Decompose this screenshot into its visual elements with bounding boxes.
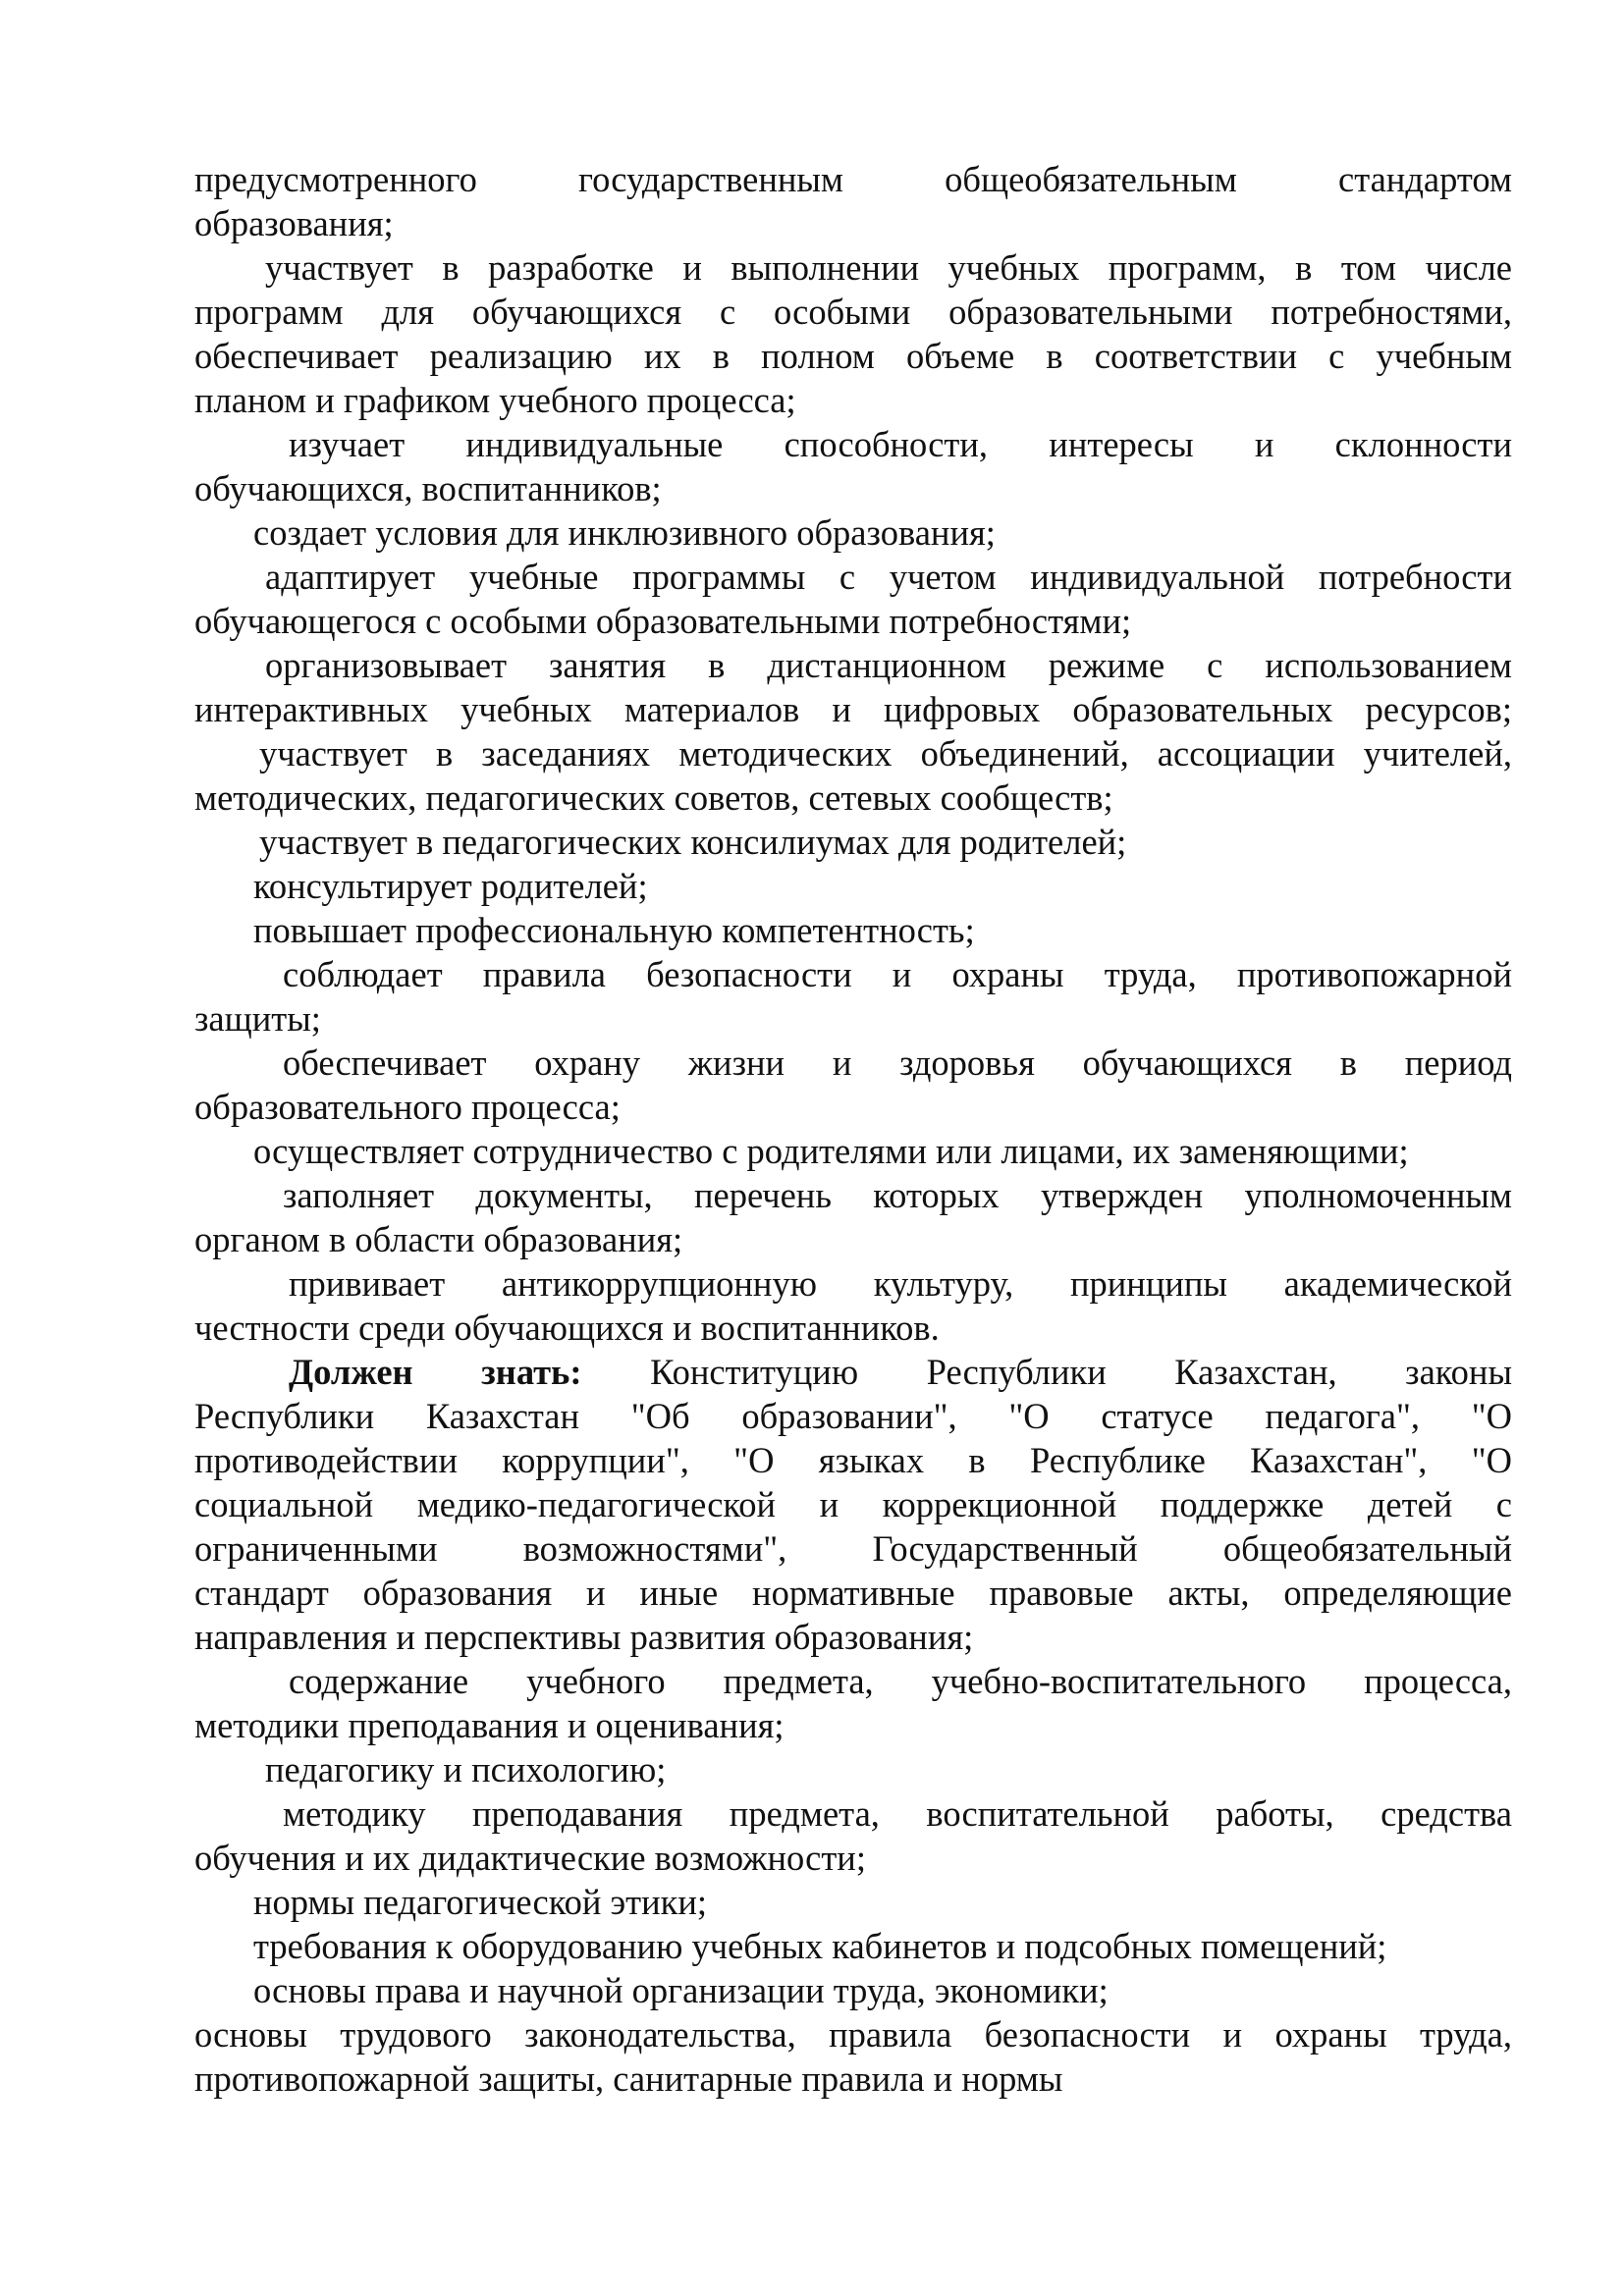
text-line: методики преподавания и оценивания; bbox=[194, 1705, 785, 1745]
paragraph-15 bbox=[194, 1261, 1512, 1350]
paragraph-5 bbox=[194, 555, 1512, 643]
text-line: обучающегося с особыми образовательными потребностями; bbox=[194, 601, 1132, 641]
text-line: направления и перспективы развития образования; bbox=[194, 1617, 974, 1657]
text-line: защиты; bbox=[194, 998, 321, 1039]
text-line: осуществляет сотрудничество с родителями или лицами, их заменяющими; bbox=[253, 1131, 1409, 1171]
paragraph-11 bbox=[194, 952, 1512, 1041]
paragraph-6 bbox=[194, 643, 1512, 731]
paragraph-13 bbox=[194, 1129, 1512, 1173]
text-line: органом в области образования; bbox=[194, 1219, 683, 1259]
paragraph-1 bbox=[194, 157, 1512, 245]
paragraph-19 bbox=[194, 1791, 1512, 1880]
text-line: интерактивных учебных материалов и цифровых образовательных ресурсов; bbox=[194, 689, 1512, 729]
should-know-heading: Должен знать: bbox=[289, 1352, 582, 1392]
text-line: требования к оборудованию учебных кабинетов и подсобных помещений; bbox=[253, 1926, 1387, 1966]
should-know-lead-rest: Конституцию Республики Казахстан, законы bbox=[650, 1352, 1512, 1392]
text-line: адаптирует учебные программы с учетом индивидуальной потребности bbox=[265, 557, 1512, 597]
text-line: участвует в разработке и выполнении учебных программ, в том числе bbox=[265, 247, 1512, 288]
text-line: обучения и их дидактические возможности; bbox=[194, 1838, 866, 1878]
paragraph-3 bbox=[194, 422, 1512, 510]
paragraph-12 bbox=[194, 1041, 1512, 1129]
paragraph-22 bbox=[194, 1968, 1512, 2012]
text-line: консультирует родителей; bbox=[253, 866, 648, 906]
text-line: ограниченными возможностями", Государственный общеобязательный bbox=[194, 1528, 1512, 1569]
paragraph-2 bbox=[194, 245, 1512, 422]
text-line: прививает антикоррупционную культуру, принципы академической bbox=[289, 1263, 1512, 1304]
paragraph-10 bbox=[194, 908, 1512, 952]
paragraph-17 bbox=[194, 1659, 1512, 1747]
paragraph-9 bbox=[194, 864, 1512, 908]
paragraph-21 bbox=[194, 1924, 1512, 1968]
paragraph-18 bbox=[194, 1747, 1512, 1791]
text-line: противопожарной защиты, санитарные правила и нормы bbox=[194, 2058, 1063, 2099]
text-line: стандарт образования и иные нормативные правовые акты, определяющие bbox=[194, 1573, 1512, 1613]
text-line: повышает профессиональную компетентность; bbox=[253, 910, 975, 950]
text-line: участвует в педагогических консилиумах для родителей; bbox=[259, 822, 1127, 862]
paragraph-14 bbox=[194, 1173, 1512, 1261]
text-line: методику преподавания предмета, воспитательной работы, средства bbox=[283, 1793, 1512, 1834]
text-line: основы трудового законодательства, правила безопасности и охраны труда, bbox=[194, 2014, 1512, 2055]
text-line: обучающихся, воспитанников; bbox=[194, 468, 662, 508]
text-line: содержание учебного предмета, учебно-воспитательного процесса, bbox=[289, 1661, 1512, 1701]
text-line: создает условия для инклюзивного образования; bbox=[253, 512, 996, 553]
text-line bbox=[194, 1350, 1512, 1394]
text-line: противодействии коррупции", "О языках в Республике Казахстан", "О bbox=[194, 1440, 1512, 1480]
paragraph-7 bbox=[194, 731, 1512, 820]
document-body bbox=[194, 157, 1512, 2101]
text-line: программ для обучающихся с особыми образовательными потребностями, bbox=[194, 292, 1512, 332]
text-line: обеспечивает охрану жизни и здоровья обучающихся в период bbox=[283, 1042, 1512, 1083]
paragraph-8 bbox=[194, 820, 1512, 864]
paragraph-4 bbox=[194, 510, 1512, 555]
text-line: основы права и научной организации труда, экономики; bbox=[253, 1970, 1109, 2010]
text-line: заполняет документы, перечень которых утвержден уполномоченным bbox=[283, 1175, 1512, 1215]
text-line: участвует в заседаниях методических объединений, ассоциации учителей, bbox=[259, 733, 1512, 774]
text-line: образования; bbox=[194, 203, 394, 243]
text-line: методических, педагогических советов, сетевых сообществ; bbox=[194, 777, 1113, 818]
text-line: обеспечивает реализацию их в полном объеме в соответствии с учебным bbox=[194, 336, 1512, 376]
text-line: изучает индивидуальные способности, интересы и склонности bbox=[289, 424, 1512, 464]
text-line: честности среди обучающихся и воспитанников. bbox=[194, 1308, 940, 1348]
paragraph-23 bbox=[194, 2012, 1512, 2101]
text-line: планом и графиком учебного процесса; bbox=[194, 380, 796, 420]
text-line: образовательного процесса; bbox=[194, 1087, 621, 1127]
text-line: педагогику и психологию; bbox=[265, 1749, 667, 1789]
text-line: организовывает занятия в дистанционном режиме с использованием bbox=[265, 645, 1512, 685]
text-line: соблюдает правила безопасности и охраны труда, противопожарной bbox=[283, 954, 1512, 994]
text-line: социальной медико-педагогической и коррекционной поддержке детей с bbox=[194, 1484, 1512, 1524]
text-line: Республики Казахстан "Об образовании", "О статусе педагога", "О bbox=[194, 1396, 1512, 1436]
paragraph-should-know bbox=[194, 1350, 1512, 1659]
text-line: нормы педагогической этики; bbox=[253, 1882, 708, 1922]
paragraph-20 bbox=[194, 1880, 1512, 1924]
text-line: предусмотренного государственным общеобязательным стандартом bbox=[194, 159, 1512, 199]
